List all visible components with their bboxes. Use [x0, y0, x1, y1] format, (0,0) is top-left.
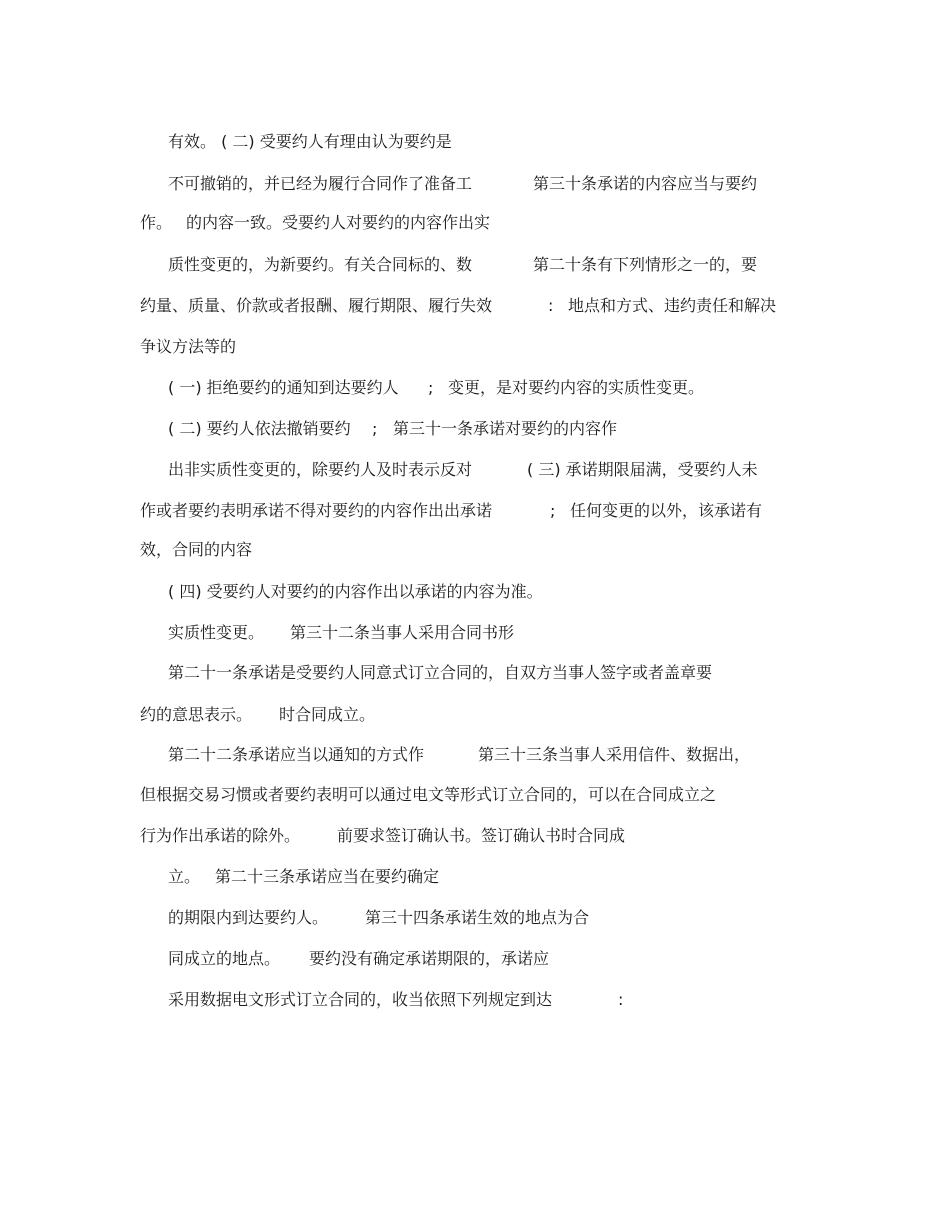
- text-segment: 同成立的地点。: [168, 949, 281, 968]
- text-segment: 采用数据电文形式订立合同的，收当依照下列规定到达: [168, 990, 553, 1009]
- text-segment: 不可撤销的，并已经为履行合同作了准备工: [168, 174, 473, 193]
- text-segment: 争议方法等的: [140, 337, 237, 356]
- text-segment: 实质性变更。: [168, 623, 265, 642]
- text-segment: 约量、质量、价款或者报酬、履行期限、履行失效: [140, 296, 493, 315]
- text-segment: 第二十条有下列情形之一的，要: [533, 255, 758, 274]
- text-segment: ( 一) 拒绝要约的通知到达要约人: [168, 378, 399, 397]
- text-segment: 作或者要约表明承诺不得对要约的内容作出出承诺: [140, 501, 493, 520]
- text-segment: 有效。 ( 二) 受要约人有理由认为要约是: [168, 132, 452, 151]
- text-segment: :: [548, 296, 554, 315]
- text-segment: 的期限内到达要约人。: [168, 908, 329, 927]
- text-segment: ;: [428, 378, 434, 397]
- text-segment: 但根据交易习惯或者要约表明可以通过电文等形式订立合同的，可以在合同成立之: [140, 785, 717, 804]
- text-segment: ;: [372, 419, 378, 438]
- text-segment: :: [618, 990, 624, 1009]
- text-segment: 第二十三条承诺应当在要约确定: [215, 867, 440, 886]
- text-segment: 效，合同的内容: [140, 540, 253, 559]
- text-segment: 第二十一条承诺是受要约人同意式订立合同的，自双方当事人签字或者盖章要: [168, 663, 713, 682]
- text-segment: 前要求签订确认书。签订确认书时合同成: [337, 826, 626, 845]
- text-segment: 第二十二条承诺应当以通知的方式作: [168, 745, 425, 764]
- text-segment: 行为作出承诺的除外。: [140, 826, 301, 845]
- text-segment: ( 四) 受要约人对要约的内容作出以承诺的内容为准。: [168, 582, 543, 601]
- text-segment: 时合同成立。: [279, 705, 376, 724]
- text-segment: 第三十二条当事人采用合同书形: [290, 623, 515, 642]
- text-segment: 质性变更的，为新要约。有关合同标的、数: [168, 255, 473, 274]
- text-segment: 第三十四条承诺生效的地点为合: [365, 908, 590, 927]
- text-segment: 作。: [140, 213, 173, 232]
- text-segment: 变更，是对要约内容的实质性变更。: [448, 378, 705, 397]
- text-segment: ( 二) 要约人依法撤销要约: [168, 419, 351, 438]
- text-segment: 立。: [168, 867, 201, 886]
- text-segment: 要约没有确定承诺期限的，承诺应: [309, 949, 550, 968]
- text-segment: 第三十三条当事人采用信件、数据出，: [478, 745, 751, 764]
- text-segment: 出非实质性变更的，除要约人及时表示反对: [168, 460, 473, 479]
- text-segment: 地点和方式、违约责任和解决: [568, 296, 777, 315]
- text-segment: ;: [550, 501, 556, 520]
- text-segment: 约的意思表示。: [140, 705, 253, 724]
- text-segment: ( 三) 承诺期限届满，受要约人未: [527, 460, 758, 479]
- text-segment: 任何变更的以外，该承诺有: [570, 501, 763, 520]
- text-segment: 的内容一致。受要约人对要约的内容作出实: [186, 213, 491, 232]
- text-segment: 第三十一条承诺对要约的内容作: [393, 419, 618, 438]
- text-segment: 第三十条承诺的内容应当与要约: [533, 174, 758, 193]
